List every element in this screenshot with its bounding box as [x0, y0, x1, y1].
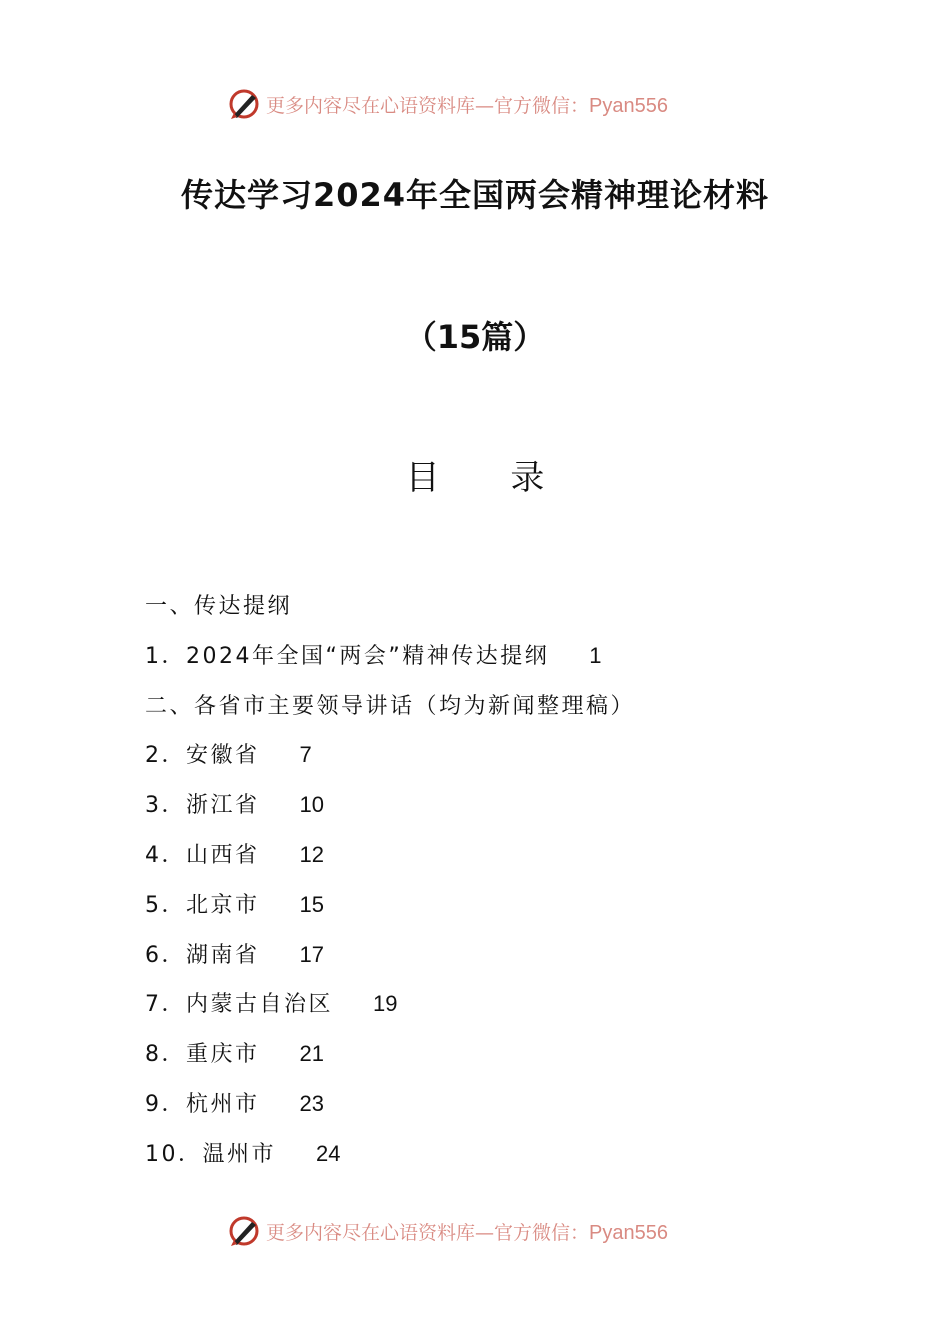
toc-item[interactable]: 1．2024年全国“两会”精神传达提纲 1: [145, 642, 602, 669]
banner-text: 更多内容尽在心语资料库—官方微信：Pyan556: [266, 94, 668, 117]
toc-section-2: 二、各省市主要领导讲话（均为新闻整理稿）: [145, 693, 636, 719]
toc-item[interactable]: 4．山西省 12: [145, 841, 324, 868]
document-subtitle: （15篇）: [404, 318, 546, 356]
toc-item[interactable]: 10．温州市 24: [145, 1140, 341, 1167]
footer-watermark-banner: [226, 1211, 726, 1251]
toc-item[interactable]: 5．北京市 15: [145, 891, 324, 918]
pen-logo-icon: [226, 1213, 262, 1249]
pen-logo-icon: [226, 86, 262, 122]
toc-item[interactable]: 2．安徽省 7: [145, 742, 312, 769]
toc-item[interactable]: 6．湖南省 17: [145, 941, 324, 968]
toc-item[interactable]: 7．内蒙古自治区 19: [145, 991, 398, 1018]
toc-section-1: 一、传达提纲: [145, 594, 293, 619]
toc-item[interactable]: 8．重庆市 21: [145, 1041, 324, 1068]
toc-heading: 目 录: [405, 458, 575, 498]
table-of-contents: [145, 586, 845, 1184]
toc-item[interactable]: 3．浙江省 10: [145, 792, 324, 819]
header-watermark-banner: [226, 84, 726, 124]
banner-text: 更多内容尽在心语资料库—官方微信：Pyan556: [266, 1221, 668, 1244]
document-title: 传达学习2024年全国两会精神理论材料: [180, 176, 770, 214]
toc-item[interactable]: 9．杭州市 23: [145, 1090, 324, 1117]
